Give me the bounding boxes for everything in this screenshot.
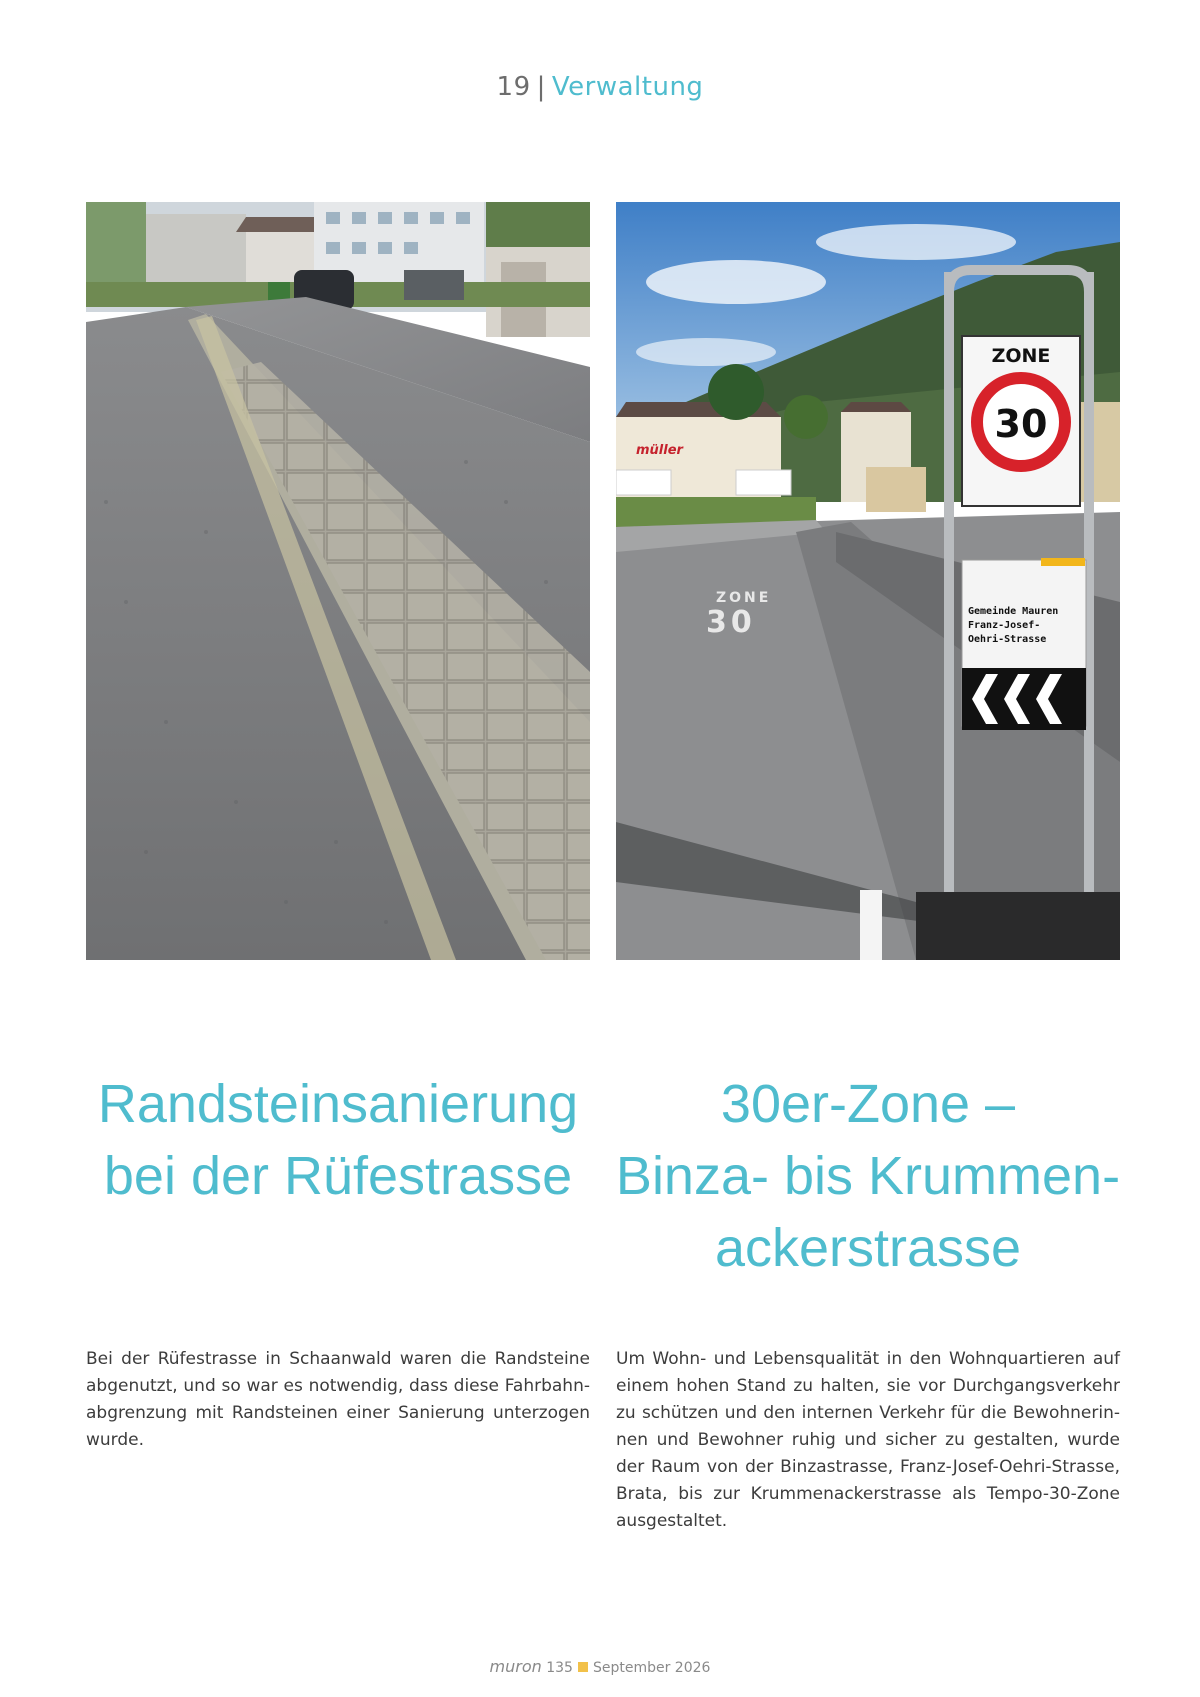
section-title: Verwaltung: [551, 72, 704, 102]
issue-number: 135: [546, 1660, 573, 1676]
page-header: [0, 72, 1200, 102]
right-article-body: Um Wohn- und Lebensqualität in den Wohnquartieren auf einem hohen Stand zu halten, sie vor Durchgangsverkehr zu schützen und den internen Verkehr für die Bewohnerinnen und Bewohner ruhig und sicher zu gestalten, wurde der Raum von der Binzastrasse, Franz-Josef-Oehri-Strasse, Brata, bis zur Krummenackerstrasse als Tempo-30-Zone ausgestaltet.: [616, 1349, 1120, 1531]
left-title-line-2: bei der Rüfestrasse: [103, 1146, 573, 1206]
photo-zone-30-sign: [616, 202, 1120, 960]
issue-date: September 2026: [592, 1660, 711, 1676]
page-number: 19: [496, 72, 531, 102]
magazine-name: muron: [489, 1657, 542, 1676]
right-article-title: [606, 1068, 1130, 1284]
right-title-line-3: ackerstrasse: [714, 1218, 1022, 1278]
header-separator: |: [536, 72, 546, 102]
plate-line-1: Gemeinde Mauren: [968, 606, 1059, 617]
page-footer: [0, 1657, 1200, 1676]
zone-sign-speed: 30: [994, 402, 1048, 446]
truck-brand-label: müller: [636, 443, 683, 458]
footer-square-icon: [578, 1662, 588, 1672]
right-title-line-2: Binza- bis Krummen-: [615, 1146, 1121, 1206]
right-title-line-1: 30er-Zone –: [720, 1074, 1016, 1134]
plate-line-2: Franz-Josef-: [968, 620, 1041, 631]
plate-line-3: Oehri-Strasse: [968, 634, 1047, 645]
left-title-line-1: Randsteinsanierung: [97, 1074, 579, 1134]
road-marking-speed: 30: [706, 605, 756, 640]
photo-curb-renovation: [86, 202, 590, 960]
road-marking-zone: ZONE: [716, 590, 772, 606]
left-article-title: [76, 1068, 600, 1212]
left-article-body: Bei der Rüfestrasse in Schaanwald waren die Randsteine abgenutzt, und so war es notwendig, dass diese Fahrbahnabgrenzung mit Randsteinen einer Sanierung unterzogen wurde.: [86, 1349, 590, 1450]
zone-sign-label: ZONE: [991, 345, 1051, 367]
